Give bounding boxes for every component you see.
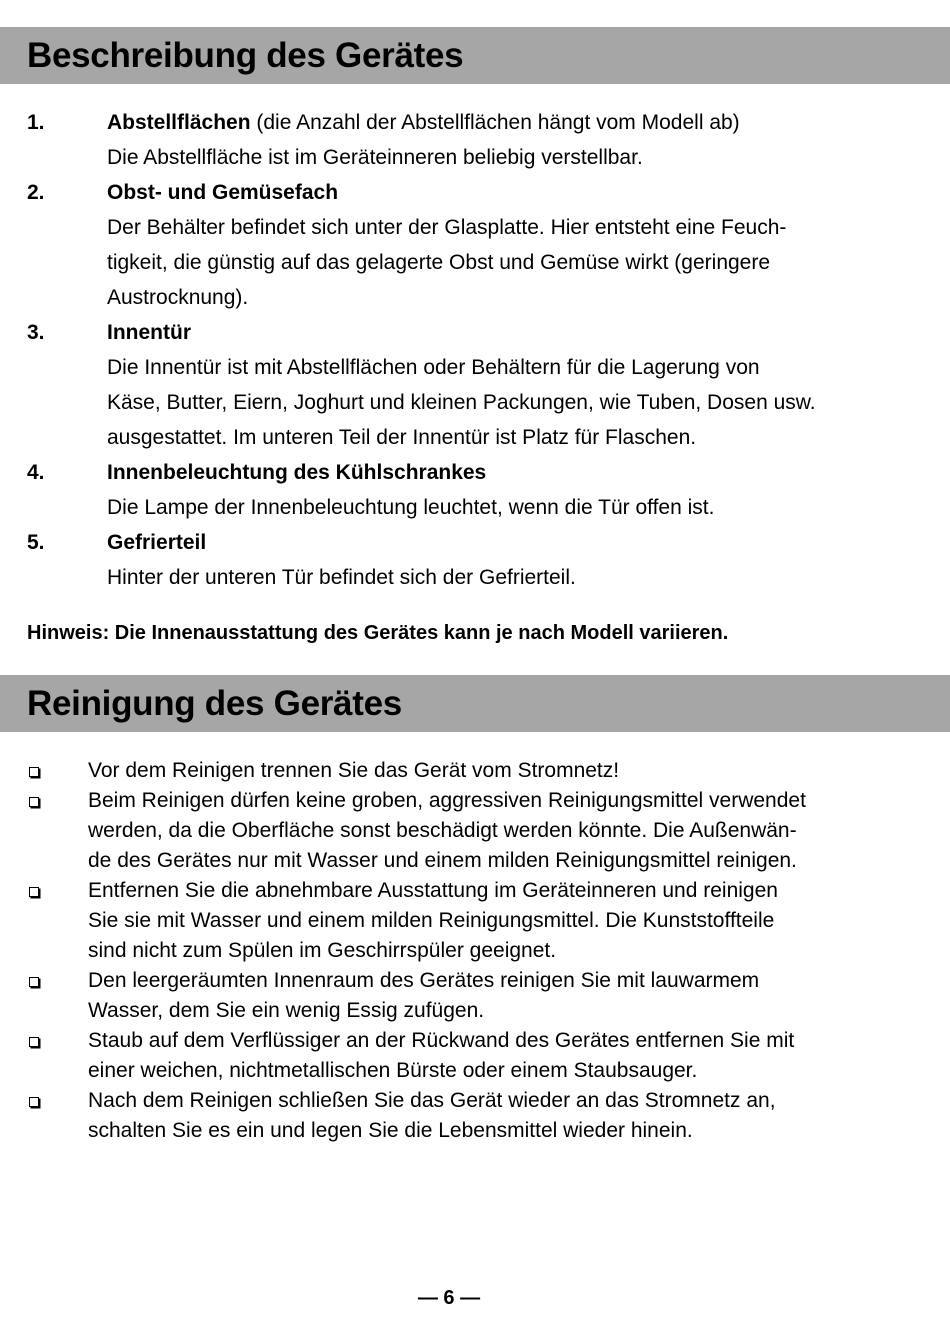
section-header-cleaning xyxy=(0,675,950,732)
list-item xyxy=(27,966,907,1026)
item-text-line: Die Abstellfläche ist im Geräteinneren beliebig verstellbar. xyxy=(107,146,643,169)
item-text-line: tigkeit, die günstig auf das gelagerte Obst und Gemüse wirkt (geringere xyxy=(107,251,771,274)
bullet-text-line: Entfernen Sie die abnehmbare Ausstattung im Geräteinneren und reinigen xyxy=(88,879,778,902)
checkbox-bullet-icon xyxy=(29,1097,39,1107)
list-item xyxy=(27,1086,907,1146)
list-item xyxy=(27,786,907,876)
list-item xyxy=(27,1026,907,1086)
cleaning-list xyxy=(27,756,907,1146)
bullet-text-line: einer weichen, nichtmetallischen Bürste oder einem Staubsauger. xyxy=(88,1059,698,1082)
checkbox-bullet-icon xyxy=(29,977,39,987)
bullet-text-line: Wasser, dem Sie ein wenig Essig zufügen. xyxy=(88,999,485,1022)
list-item xyxy=(27,756,907,786)
item-text-line: Die Lampe der Innenbeleuchtung leuchtet, wenn die Tür offen ist. xyxy=(107,496,715,519)
item-text-line: Käse, Butter, Eiern, Joghurt und kleinen Packungen, wie Tuben, Dosen usw. xyxy=(107,391,816,414)
item-number: 4. xyxy=(27,461,45,484)
checkbox-bullet-icon xyxy=(29,1037,39,1047)
item-text-line: Der Behälter befindet sich unter der Glasplatte. Hier entsteht eine Feuch- xyxy=(107,216,787,239)
bullet-text-line: Staub auf dem Verflüssiger an der Rückwand des Gerätes entfernen Sie mit xyxy=(88,1029,795,1052)
item-number: 2. xyxy=(27,181,45,204)
item-text-line: Die Innentür ist mit Abstellflächen oder Behältern für die Lagerung von xyxy=(107,356,760,379)
item-text-line: Austrocknung). xyxy=(107,286,249,309)
item-text-line: Hinter der unteren Tür befindet sich der Gefrierteil. xyxy=(107,566,576,589)
bullet-text-line: Sie sie mit Wasser und einem milden Reinigungsmittel. Die Kunststoffteile xyxy=(88,909,775,932)
item-title: Innenbeleuchtung des Kühlschrankes xyxy=(107,461,487,484)
item-number: 5. xyxy=(27,531,45,554)
item-title: Innentür xyxy=(107,321,191,344)
bullet-text-line: schalten Sie es ein und legen Sie die Lebensmittel wieder hinein. xyxy=(88,1119,693,1142)
bullet-text-line: Nach dem Reinigen schließen Sie das Gerät wieder an das Stromnetz an, xyxy=(88,1089,776,1112)
list-item xyxy=(27,455,907,525)
checkbox-bullet-icon xyxy=(29,767,39,777)
list-item xyxy=(27,105,907,175)
list-item xyxy=(27,525,907,595)
list-item xyxy=(27,876,907,966)
checkbox-bullet-icon xyxy=(29,887,39,897)
list-item xyxy=(27,175,907,315)
item-title: Abstellflächen xyxy=(107,111,251,134)
item-text-line: ausgestattet. Im unteren Teil der Innentür ist Platz für Flaschen. xyxy=(107,426,697,449)
page-number: — 6 — xyxy=(417,1287,481,1309)
checkbox-bullet-icon xyxy=(29,797,39,807)
bullet-text-line: sind nicht zum Spülen im Geschirrspüler geeignet. xyxy=(88,939,557,962)
bullet-text-line: Vor dem Reinigen trennen Sie das Gerät vom Stromnetz! xyxy=(88,759,620,782)
section-title-cleaning: Reinigung des Gerätes xyxy=(27,683,402,723)
section-title-description: Beschreibung des Gerätes xyxy=(27,35,464,75)
item-title: Obst- und Gemüsefach xyxy=(107,181,339,204)
item-number: 1. xyxy=(27,111,45,134)
hint-note: Hinweis: Die Innenausstattung des Gerätes kann je nach Modell variieren. xyxy=(27,622,729,644)
bullet-text-line: Den leergeräumten Innenraum des Gerätes reinigen Sie mit lauwarmem xyxy=(88,969,760,992)
item-number: 3. xyxy=(27,321,45,344)
item-title-note: (die Anzahl der Abstellflächen hängt vom Modell ab) xyxy=(250,111,740,134)
bullet-text-line: de des Gerätes nur mit Wasser und einem milden Reinigungsmittel reinigen. xyxy=(88,849,797,872)
list-item xyxy=(27,315,907,455)
section-header-description xyxy=(0,27,950,84)
bullet-text-line: werden, da die Oberfläche sonst beschädigt werden könnte. Die Außenwän- xyxy=(88,819,797,842)
bullet-text-line: Beim Reinigen dürfen keine groben, aggressiven Reinigungsmittel verwendet xyxy=(88,789,806,812)
description-list xyxy=(27,105,907,595)
item-title: Gefrierteil xyxy=(107,531,207,554)
